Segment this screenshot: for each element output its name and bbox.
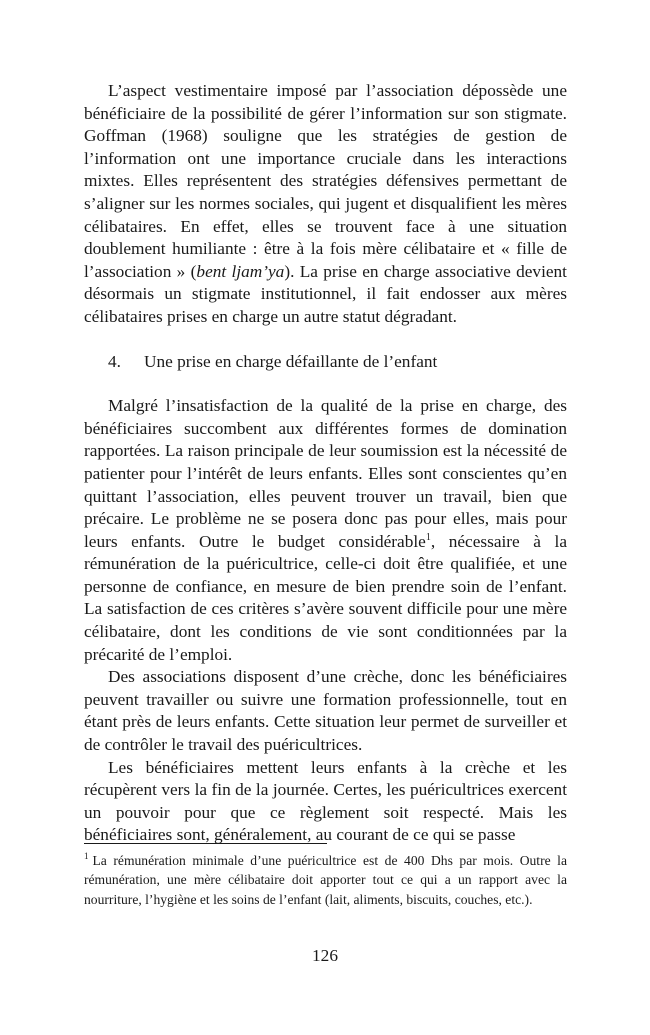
section-heading	[84, 351, 567, 374]
footnote	[84, 851, 567, 909]
section-number: 4.	[108, 351, 121, 371]
paragraph-beneficiaries: Les bénéficiaires mettent leurs enfants à la crèche et les récupèrent vers la fin de la journée. Certes, les puéricultrices exercent un pouvoir pour que ce règlement soit respecté. Mais les bénéficiaires sont, généralement, au courant de ce qui se passe	[84, 757, 567, 845]
footnote-marker: 1	[84, 851, 89, 862]
paragraph-text: , nécessaire à la rémunération de la puéricultrice, celle-ci doit être qualifiée, et une personne de confiance, en mesure de bien prendre soin de l’enfant. La satisfaction de ces critères s’avère souvent difficile pour une mère célibataire, dont les conditions de vie sont conditionnées par la précarité de l’emploi.	[84, 531, 567, 664]
paragraph-creche: Des associations disposent d’une crèche, donc les bénéficiaires peuvent travailler ou suivre une formation professionnelle, tout en étant près de leurs enfants. Cette situation leur permet de surveiller et de contrôler le travail des puéricultrices.	[84, 667, 567, 755]
footnote-reference[interactable]: 1	[425, 531, 431, 543]
section-title: Une prise en charge défaillante de l’enfant	[144, 351, 438, 371]
footnote-text: La rémunération minimale d’une puéricultrice est de 400 Dhs par mois. Outre la rémunération, une mère célibataire doit apporter tout ce qui a un rapport avec la nourriture, l’hygiène et les soins de l’enfant (lait, aliments, biscuits, couches, etc.).	[84, 853, 567, 907]
footnote-divider	[84, 843, 327, 844]
page-body	[84, 80, 567, 847]
italic-term: bent ljam’ya	[196, 261, 285, 281]
paragraph-text: Malgré l’insatisfaction de la qualité de la prise en charge, des bénéficiaires succombent aux différentes formes de domination rapportées. La raison principale de leur soumission est la nécessité de patienter pour l’intérêt de leurs enfants. Elles sont conscientes qu’en quittant l’association, elles peuvent trouver un travail, bien que précaire. Le problème ne se posera donc pas pour elles, mais pour leurs enfants. Outre le budget considérable	[84, 396, 567, 551]
paragraph-dissatisfaction	[84, 395, 567, 666]
page-number: 126	[312, 946, 338, 965]
paragraph-text: ). La prise en charge associative devient désormais un stigmate institutionnel, il fait endosser aux mères célibataires prises en charge un autre statut dégradant.	[84, 261, 567, 326]
paragraph-text: L’aspect vestimentaire imposé par l’association dépossède une bénéficiaire de la possibilité de gérer l’information sur son stigmate. Goffman (1968) souligne que les stratégies de gestion de l’information ont une importance cruciale dans les interactions mixtes. Elles représentent des stratégies défensives permettant de s’aligner sur les normes sociales, qui jugent et disqualifient les mères célibataires. En effet, elles se trouvent face à une situation doublement humiliante : être à la fois mère célibataire et « fille de l’association » (	[84, 81, 567, 281]
paragraph-vestimentary-aspect	[84, 80, 567, 329]
